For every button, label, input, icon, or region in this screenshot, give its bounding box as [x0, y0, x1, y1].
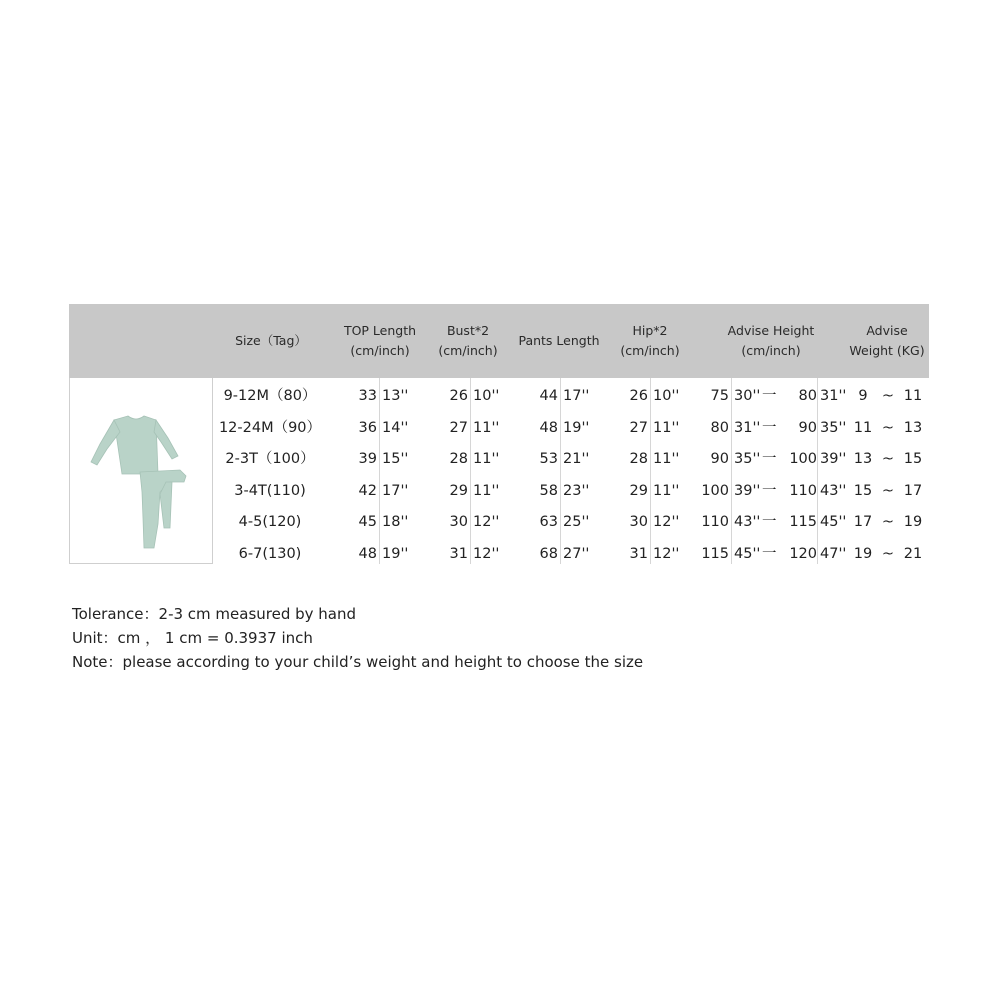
- cell-bust-in: 11'': [473, 451, 500, 467]
- cell-h-max-in: 35'': [820, 419, 847, 436]
- cell-dash: 一: [762, 482, 777, 499]
- cell-h-min-in: 43'': [734, 514, 761, 530]
- cell-dash: 一: [762, 451, 777, 467]
- cell-size: 9-12M（80）: [223, 388, 317, 404]
- cell-dash: 一: [762, 388, 777, 404]
- cell-hip-in: 11'': [653, 451, 680, 467]
- cell-w-max: 13: [903, 419, 923, 436]
- cell-pants-cm: 48: [539, 419, 558, 436]
- cell-dash: 一: [762, 514, 777, 530]
- cell-w-min: 15: [853, 482, 873, 499]
- cell-hip-cm: 30: [629, 514, 648, 530]
- cell-h-max-cm: 115: [789, 514, 817, 530]
- cell-top-cm: 36: [358, 419, 377, 436]
- cell-pants-cm: 58: [539, 482, 558, 499]
- cell-h-max-in: 43'': [820, 482, 847, 499]
- cell-w-max: 21: [903, 545, 923, 562]
- cell-w-max: 15: [903, 451, 923, 467]
- cell-size: 2-3T（100）: [225, 451, 315, 467]
- cell-top-cm: 39: [358, 451, 377, 467]
- cell-hip-in: 10'': [653, 388, 680, 404]
- header-pants-length: Pants Length: [518, 333, 600, 348]
- cell-top-in: 17'': [382, 482, 409, 499]
- notes-section: [72, 602, 643, 674]
- cell-top-in: 15'': [382, 451, 409, 467]
- size-advice-note: Note：please according to your child’s weight and height to choose the size: [72, 653, 644, 671]
- table-row: [69, 476, 929, 507]
- cell-h-min-cm: 80: [710, 419, 729, 436]
- cell-pants-in: 25'': [563, 514, 590, 530]
- cell-top-cm: 33: [358, 388, 377, 404]
- size-chart-table: [69, 304, 929, 566]
- cell-bust-in: 12'': [473, 514, 500, 530]
- table-row: [69, 444, 929, 475]
- cell-hip-in: 11'': [653, 482, 680, 499]
- cell-size: 4-5(120): [238, 514, 302, 530]
- cell-bust-cm: 29: [449, 482, 468, 499]
- header-top-length: TOP Length (cm/inch): [343, 323, 417, 358]
- cell-w-min: 17: [853, 514, 873, 530]
- cell-hip-cm: 28: [629, 451, 648, 467]
- cell-hip-cm: 26: [629, 388, 648, 404]
- cell-pants-in: 27'': [563, 545, 590, 562]
- cell-size: 12-24M（90）: [218, 419, 322, 436]
- cell-bust-cm: 27: [449, 419, 468, 436]
- table-row: [69, 413, 929, 444]
- cell-pants-cm: 44: [539, 388, 558, 404]
- cell-h-min-cm: 100: [701, 482, 729, 499]
- cell-h-min-cm: 110: [701, 514, 729, 530]
- cell-h-min-in: 39'': [734, 482, 761, 499]
- cell-hip-cm: 27: [629, 419, 648, 436]
- cell-hip-in: 11'': [653, 419, 680, 436]
- cell-h-max-cm: 90: [798, 419, 817, 436]
- cell-pants-in: 23'': [563, 482, 590, 499]
- cell-tilde: ~: [881, 388, 895, 404]
- cell-h-max-in: 47'': [820, 545, 847, 562]
- header-advise-weight: Advise Weight (KG): [849, 323, 925, 358]
- cell-hip-in: 12'': [653, 545, 680, 562]
- cell-hip-cm: 29: [629, 482, 648, 499]
- header-size: Size（Tag）: [235, 333, 307, 348]
- cell-dash: 一: [762, 545, 777, 562]
- cell-bust-in: 11'': [473, 419, 500, 436]
- cell-bust-cm: 28: [449, 451, 468, 467]
- cell-hip-cm: 31: [629, 545, 648, 562]
- cell-h-max-cm: 120: [789, 545, 817, 562]
- cell-w-max: 11: [903, 388, 923, 404]
- cell-h-max-cm: 110: [789, 482, 817, 499]
- cell-h-max-in: 31'': [820, 388, 847, 404]
- cell-top-in: 14'': [382, 419, 409, 436]
- cell-w-min: 13: [853, 451, 873, 467]
- cell-tilde: ~: [881, 419, 895, 436]
- cell-size: 3-4T(110): [234, 482, 306, 499]
- cell-top-in: 19'': [382, 545, 409, 562]
- cell-tilde: ~: [881, 451, 895, 467]
- cell-pants-cm: 63: [539, 514, 558, 530]
- cell-bust-in: 11'': [473, 482, 500, 499]
- cell-top-cm: 45: [358, 514, 377, 530]
- cell-top-in: 13'': [382, 388, 409, 404]
- cell-top-cm: 48: [358, 545, 377, 562]
- cell-h-min-cm: 115: [701, 545, 729, 562]
- cell-top-cm: 42: [358, 482, 377, 499]
- cell-h-max-in: 45'': [820, 514, 847, 530]
- cell-pants-in: 19'': [563, 419, 590, 436]
- cell-bust-cm: 30: [449, 514, 468, 530]
- cell-w-min: 19: [853, 545, 873, 562]
- cell-top-in: 18'': [382, 514, 409, 530]
- cell-w-min: 11: [853, 419, 873, 436]
- cell-w-max: 19: [903, 514, 923, 530]
- table-header: [69, 304, 929, 378]
- cell-h-min-cm: 90: [710, 451, 729, 467]
- cell-h-max-cm: 80: [798, 388, 817, 404]
- table-row: [69, 381, 929, 412]
- cell-size: 6-7(130): [238, 545, 302, 562]
- table-row: [69, 507, 929, 538]
- cell-pants-in: 17'': [563, 388, 590, 404]
- cell-pants-in: 21'': [563, 451, 590, 467]
- header-hip: Hip*2 (cm/inch): [620, 323, 680, 358]
- cell-dash: 一: [762, 419, 777, 436]
- header-bust: Bust*2 (cm/inch): [438, 323, 498, 358]
- cell-h-max-in: 39'': [820, 451, 847, 467]
- header-advise-height: Advise Height (cm/inch): [727, 323, 815, 358]
- cell-tilde: ~: [881, 482, 895, 499]
- cell-h-min-in: 30'': [734, 388, 761, 404]
- cell-bust-in: 12'': [473, 545, 500, 562]
- cell-tilde: ~: [881, 514, 895, 530]
- cell-h-min-in: 45'': [734, 545, 761, 562]
- cell-pants-cm: 68: [539, 545, 558, 562]
- cell-h-min-in: 35'': [734, 451, 761, 467]
- unit-note: Unit：cm ， 1 cm = 0.3937 inch: [72, 629, 313, 647]
- cell-h-max-cm: 100: [789, 451, 817, 467]
- cell-bust-in: 10'': [473, 388, 500, 404]
- cell-tilde: ~: [881, 545, 895, 562]
- cell-bust-cm: 26: [449, 388, 468, 404]
- cell-pants-cm: 53: [539, 451, 558, 467]
- cell-bust-cm: 31: [449, 545, 468, 562]
- table-row: [69, 539, 929, 570]
- tolerance-note: Tolerance：2-3 cm measured by hand: [72, 605, 357, 623]
- cell-hip-in: 12'': [653, 514, 680, 530]
- cell-w-min: 9: [858, 388, 868, 404]
- cell-w-max: 17: [903, 482, 923, 499]
- cell-h-min-cm: 75: [710, 388, 729, 404]
- cell-h-min-in: 31'': [734, 419, 761, 436]
